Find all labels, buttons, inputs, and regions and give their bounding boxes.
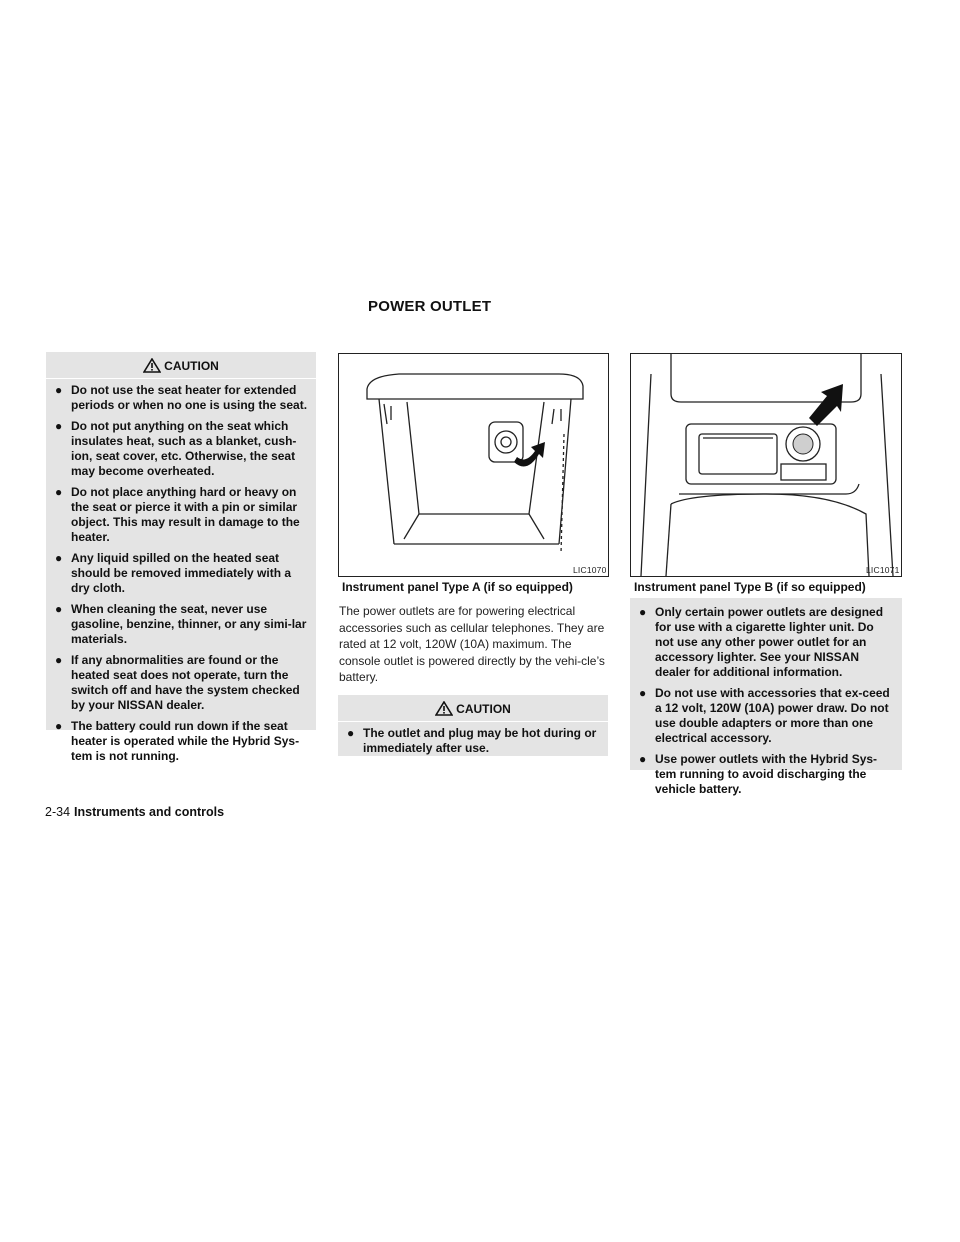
right-caution-box <box>630 598 902 796</box>
warning-icon <box>435 701 453 716</box>
list-item: ● Use power outlets with the Hybrid Sys-tem running to avoid discharging the vehicle battery. <box>639 752 878 796</box>
list-item: ● Do not use the seat heater for extended periods or when no one is using the seat. <box>55 383 308 412</box>
warning-icon <box>143 358 161 373</box>
caution-label: CAUTION <box>164 359 219 373</box>
figure-a-illustration <box>338 353 609 577</box>
page-number: 2-34 <box>45 805 71 819</box>
list-item: ● Only certain power outlets are designed for use with a cigarette lighter unit. Do not use any other power outlet for an accessory lighter. See your NISSAN dealer for additional information. <box>639 605 884 679</box>
body-paragraph: The power outlets are for powering electrical accessories such as cellular telephones. They are rated at 12 volt, 120W (10A) maximum. The console outlet is powered directly by the vehi-cle’s battery. <box>339 604 605 684</box>
glove-box-outlet-illustration <box>339 354 608 576</box>
figure-b-caption: Instrument panel Type B (if so equipped) <box>634 580 866 594</box>
list-item: ● The outlet and plug may be hot during or immediately after use. <box>347 726 597 755</box>
caution-label: CAUTION <box>456 702 511 716</box>
list-item: ● When cleaning the seat, never use gasoline, benzine, thinner, or any simi-lar materials. <box>55 602 307 646</box>
figure-a-code: LIC1070 <box>573 565 607 575</box>
chapter-title: Instruments and controls <box>74 805 225 819</box>
middle-caution-list <box>338 722 608 766</box>
left-caution-list <box>46 379 316 774</box>
list-item: ● Do not use with accessories that ex-ceed a 12 volt, 120W (10A) power draw. Do not use double adapters or more than one electrical accessory. <box>639 686 890 745</box>
list-item: ● Any liquid spilled on the heated seat should be removed immediately with a dry cloth. <box>55 551 292 595</box>
list-item: ● Do not put anything on the seat which insulates heat, such as a blanket, cush-ion, seat cover, etc. Otherwise, the seat may become overheated. <box>55 419 297 478</box>
list-item: ● Do not place anything hard or heavy on the seat or pierce it with a pin or similar object. This may result in damage to the heater. <box>55 485 300 544</box>
right-caution-list <box>630 601 902 807</box>
page-footer <box>45 805 224 819</box>
console-outlet-illustration <box>631 354 901 576</box>
figure-b-code: LIC1071 <box>866 565 900 575</box>
middle-caution-box <box>338 695 608 756</box>
figure-a-caption: Instrument panel Type A (if so equipped) <box>342 580 573 594</box>
caution-header <box>46 352 316 379</box>
left-caution-box <box>46 352 316 763</box>
caution-header <box>338 695 608 722</box>
section-title: POWER OUTLET <box>368 298 492 315</box>
list-item: ● The battery could run down if the seat heater is operated while the Hybrid Sys-tem is not running. <box>55 719 300 763</box>
figure-b-illustration <box>630 353 902 577</box>
list-item: ● If any abnormalities are found or the heated seat does not operate, turn the switch off and have the system checked by your NISSAN dealer. <box>55 653 300 712</box>
